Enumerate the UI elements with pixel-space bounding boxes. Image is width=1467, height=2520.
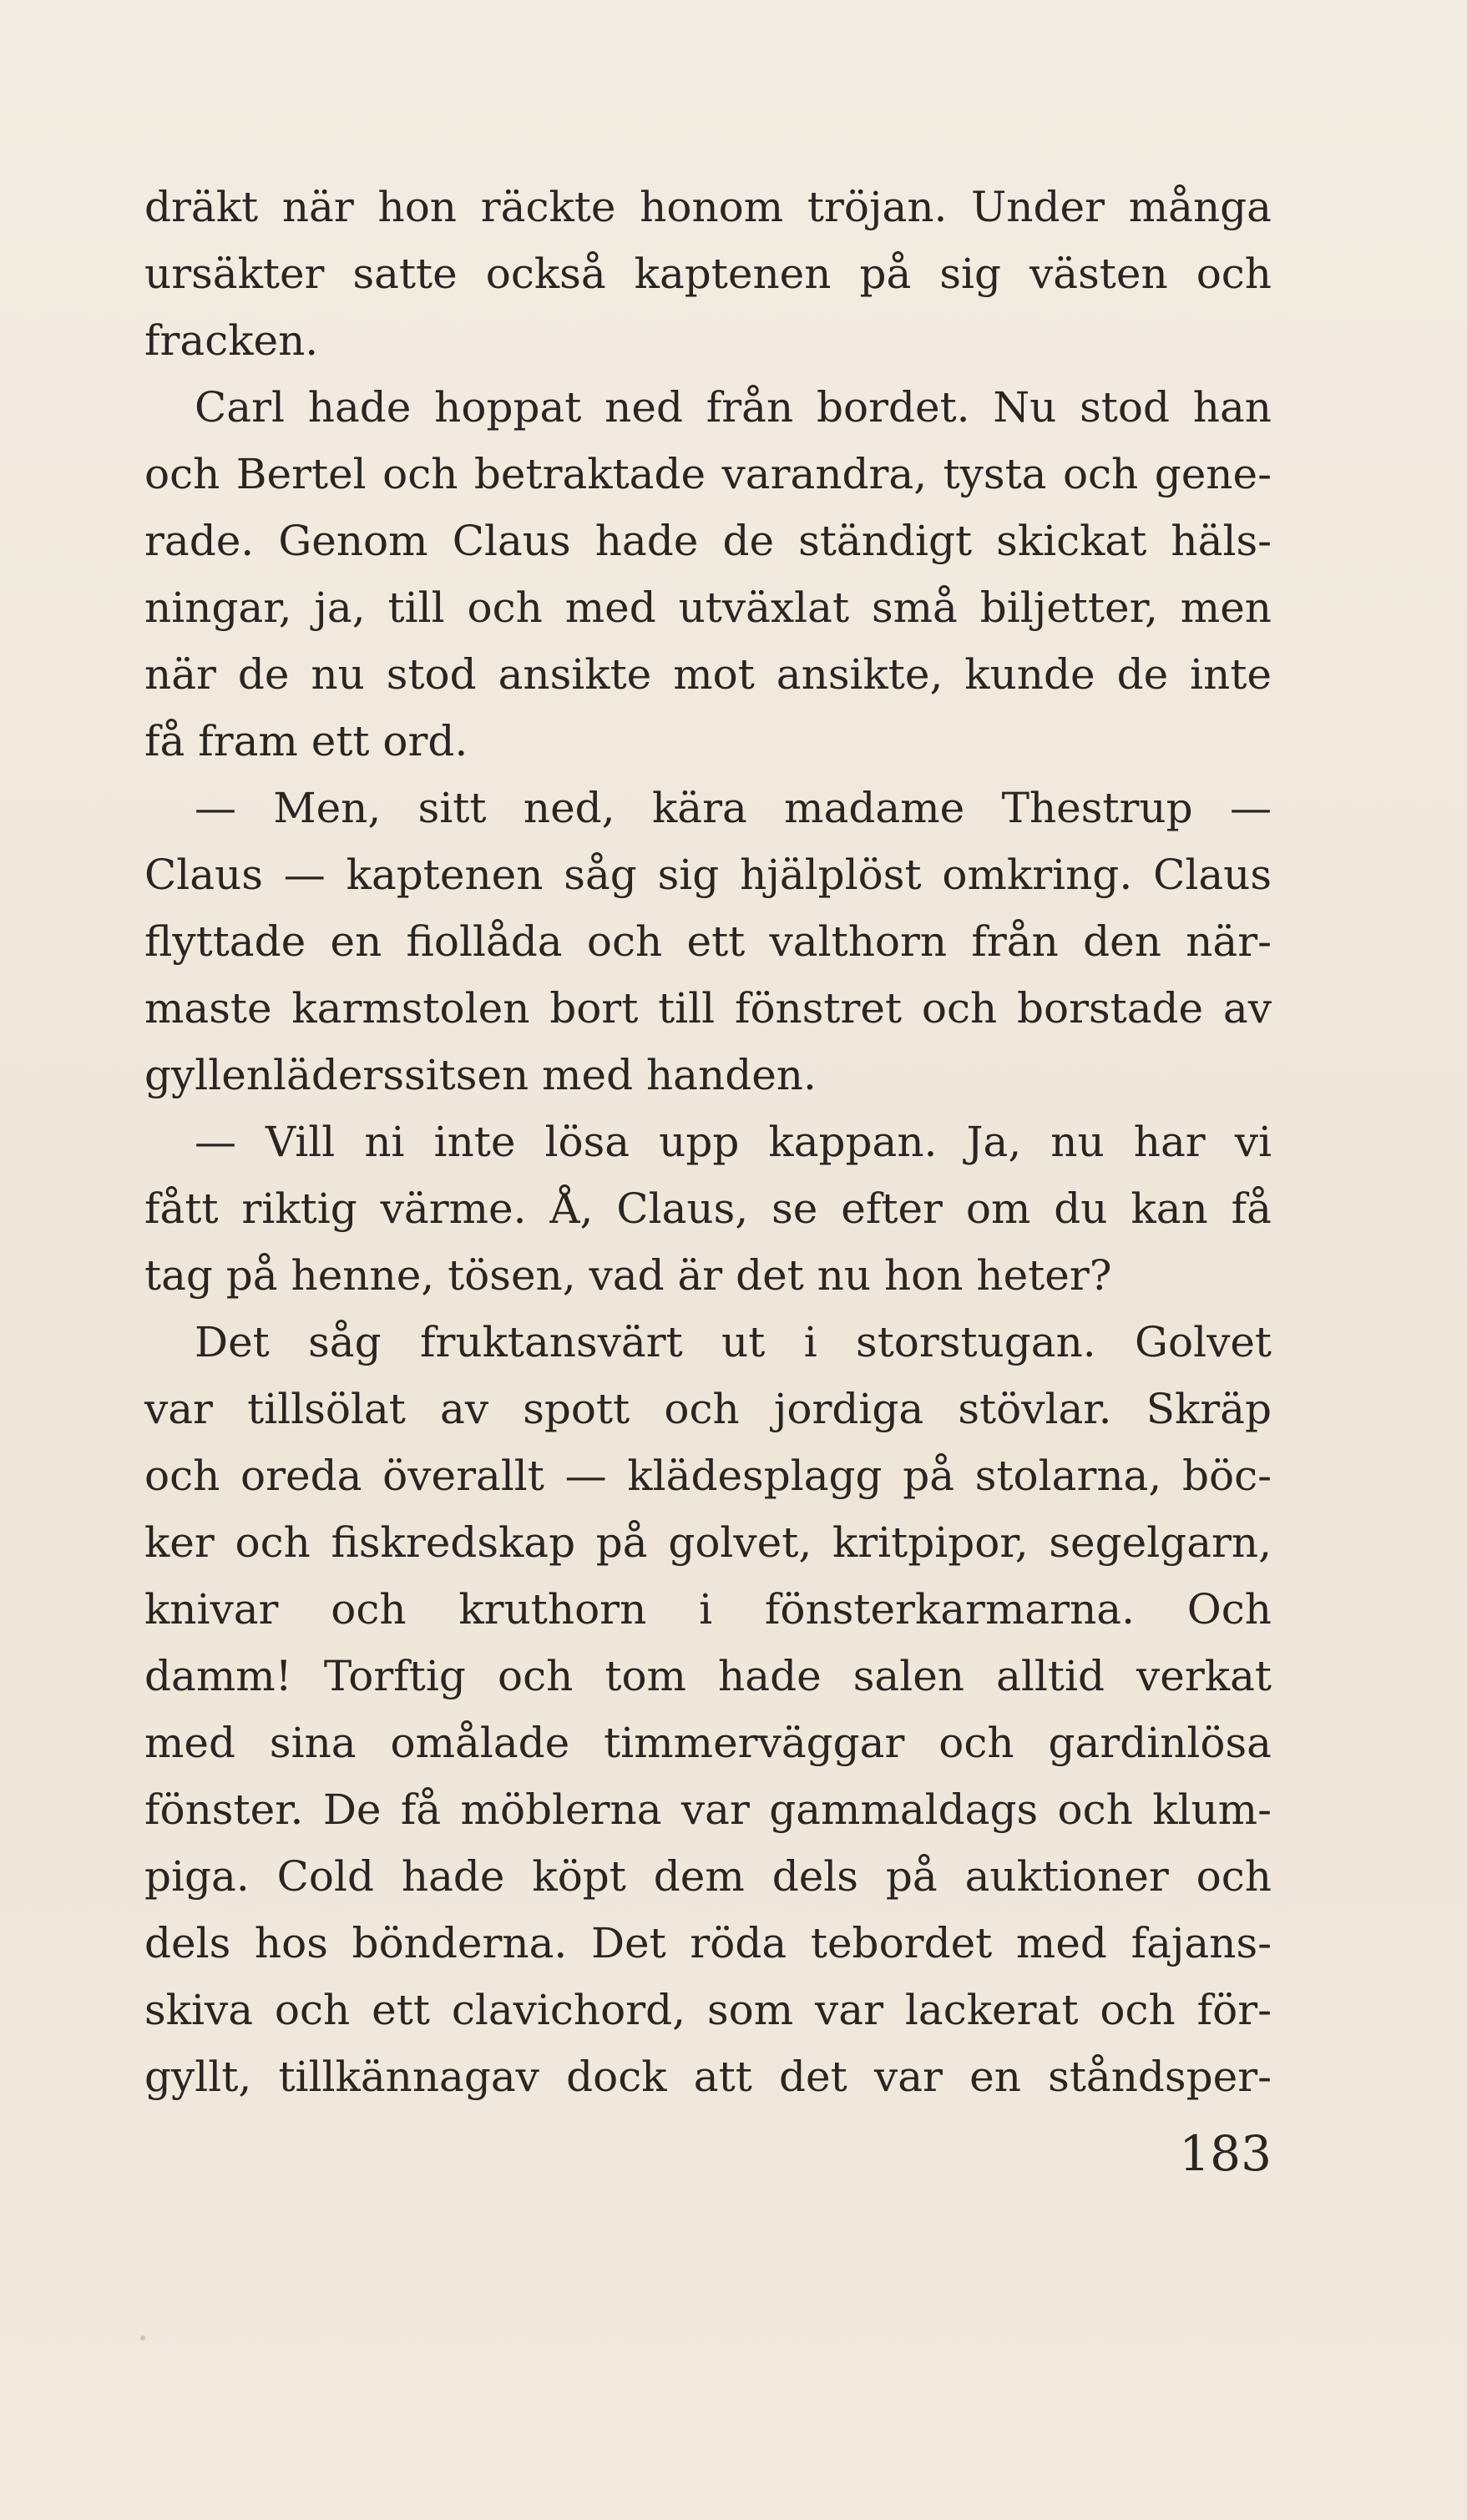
page-number: 183: [1179, 2125, 1272, 2182]
text-line: när de nu stod ansikte mot ansikte, kunde de inte: [144, 650, 1272, 699]
text-line: maste karmstolen bort till fönstret och borstade av: [144, 984, 1272, 1033]
text-line: knivar och kruthorn i fönsterkarmarna. Och: [144, 1585, 1272, 1634]
text-line: ningar, ja, till och med utväxlat små biljetter, men: [144, 583, 1272, 632]
text-line: dräkt när hon räckte honom tröjan. Under många: [144, 183, 1272, 231]
text-line: flyttade en fiollåda och ett valthorn från den när-: [144, 917, 1272, 966]
text-line: med sina omålade timmerväggar och gardinlösa: [144, 1719, 1272, 1767]
text-line: — Vill ni inte lösa upp kappan. Ja, nu har vi: [195, 1118, 1272, 1166]
paper-speck: [140, 2336, 145, 2341]
text-line: skiva och ett clavichord, som var lackerat och för-: [144, 1986, 1272, 2034]
text-line: var tillsölat av spott och jordiga stövlar. Skräp: [144, 1385, 1272, 1433]
text-line: få fram ett ord.: [144, 717, 468, 765]
text-line: fått riktig värme. Å, Claus, se efter om du kan få: [144, 1184, 1272, 1233]
text-line: ursäkter satte också kaptenen på sig västen och: [144, 250, 1272, 298]
text-line: — Men, sitt ned, kära madame Thestrup —: [195, 784, 1272, 832]
text-line: Carl hade hoppat ned från bordet. Nu stod han: [195, 383, 1272, 432]
text-line: och Bertel och betraktade varandra, tysta och gene-: [144, 450, 1272, 498]
text-line: gyllenläderssitsen med handen.: [144, 1051, 817, 1099]
text-line: piga. Cold hade köpt dem dels på auktioner och: [144, 1852, 1272, 1901]
text-line: rade. Genom Claus hade de ständigt skickat häls-: [144, 517, 1272, 565]
text-line: fracken.: [144, 316, 319, 365]
text-line: gyllt, tillkännagav dock att det var en ståndsper-: [144, 2053, 1272, 2101]
text-line: tag på henne, tösen, vad är det nu hon heter?: [144, 1251, 1112, 1300]
text-line: Claus — kaptenen såg sig hjälplöst omkring. Claus: [144, 851, 1272, 899]
text-line: dels hos bönderna. Det röda tebordet med fajans-: [144, 1919, 1272, 1967]
text-line: damm! Torftig och tom hade salen alltid verkat: [144, 1652, 1272, 1700]
text-line: Det såg fruktansvärt ut i storstugan. Golvet: [195, 1318, 1272, 1366]
text-line: och oreda överallt — klädesplagg på stolarna, böc-: [144, 1452, 1272, 1500]
text-line: fönster. De få möblerna var gammaldags och klum-: [144, 1785, 1272, 1834]
text-line: ker och fiskredskap på golvet, kritpipor, segelgarn,: [144, 1518, 1272, 1567]
